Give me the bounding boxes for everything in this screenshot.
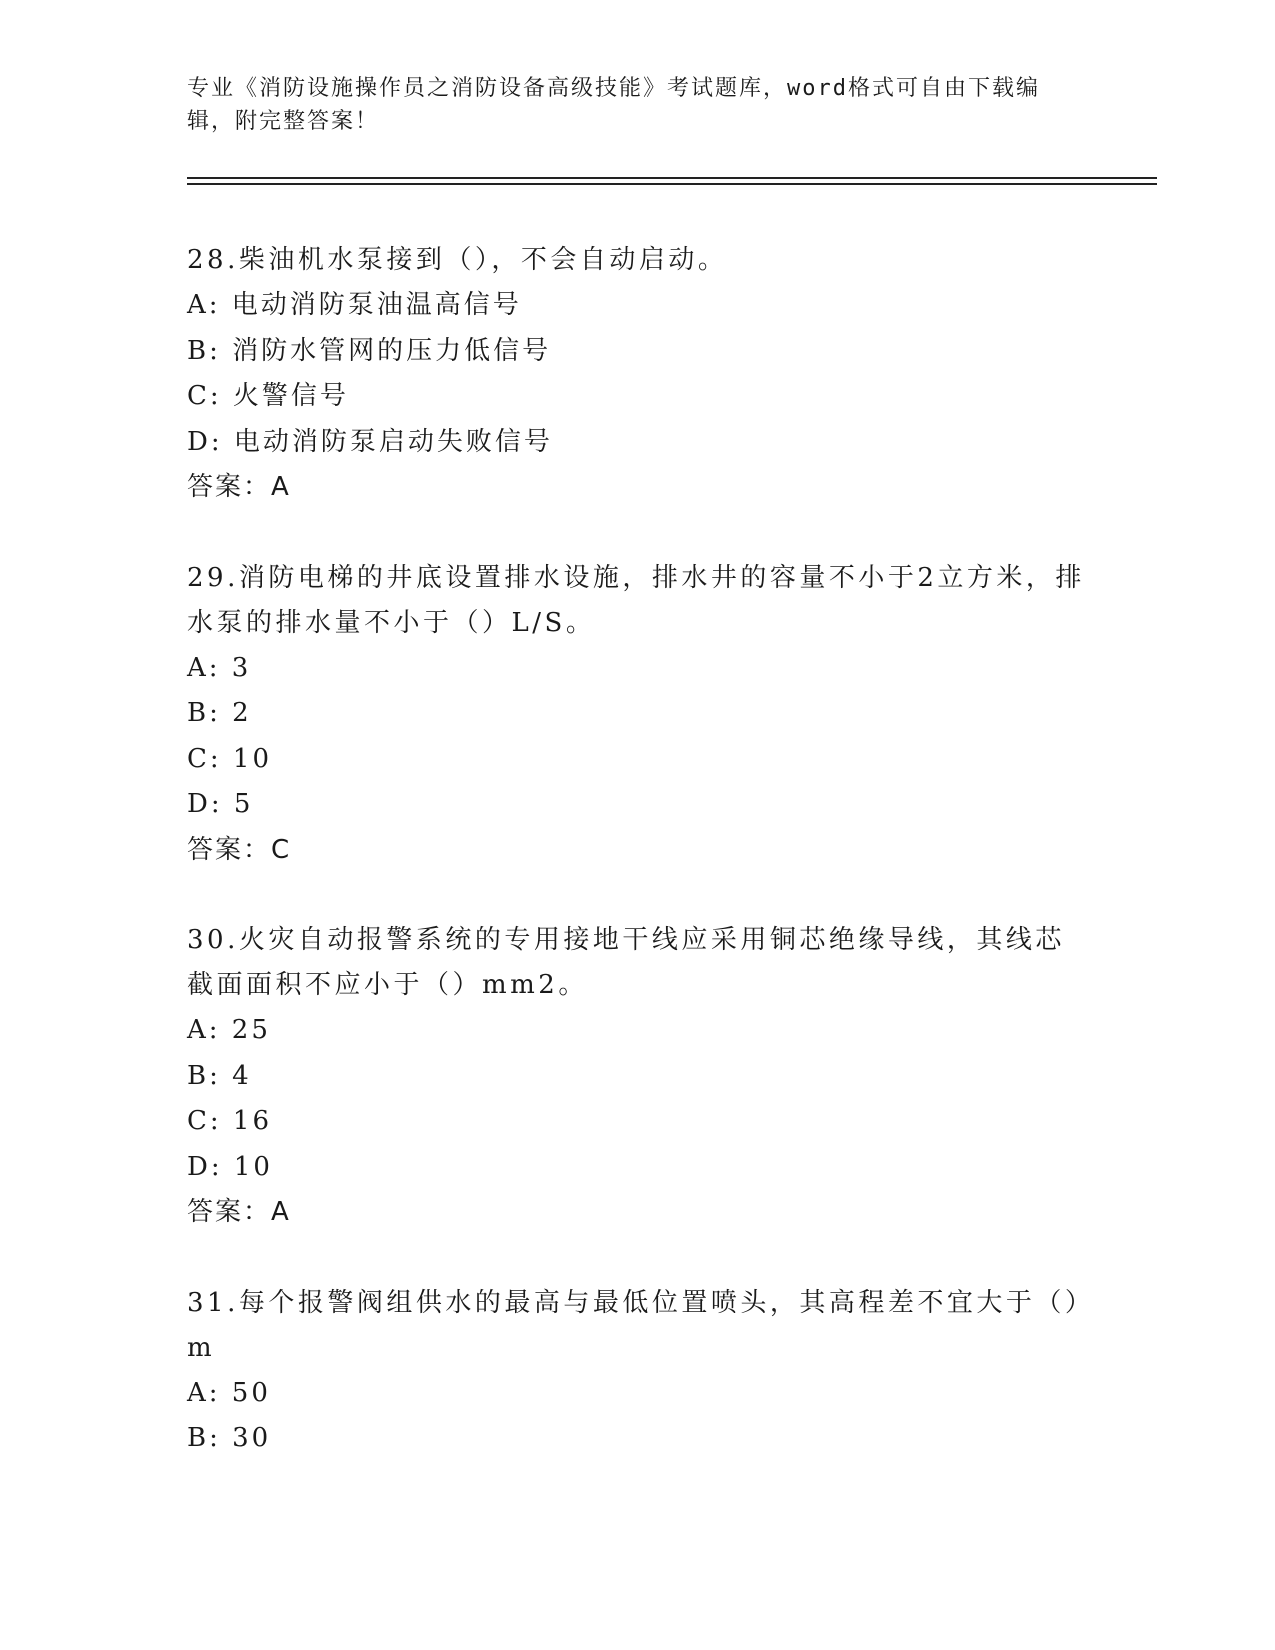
document-header <box>187 72 1077 138</box>
option-b: B: 30 <box>187 1423 272 1453</box>
header-intro-text: 专业《消防设施操作员之消防设备高级技能》考试题库，word格式可自由下载编辑，附完整答案！ <box>187 76 1040 134</box>
option-d: D: 5 <box>187 789 254 819</box>
question-stem: 28.柴油机水泵接到（），不会自动启动。 <box>187 245 728 275</box>
question-30 <box>187 918 1087 1236</box>
option-b: B: 消防水管网的压力低信号 <box>187 335 552 366</box>
option-a: A: 3 <box>187 652 252 683</box>
option-b: B: 2 <box>187 698 252 728</box>
question-29 <box>187 556 1087 874</box>
option-b: B: 4 <box>187 1060 252 1091</box>
answer-line: 答案：C <box>187 834 292 865</box>
option-a: A: 电动消防泵油温高信号 <box>187 290 522 320</box>
question-31 <box>187 1281 1087 1462</box>
question-stem: 30.火灾自动报警系统的专用接地干线应采用铜芯绝缘导线，其线芯截面面积不应小于（）mm2。 <box>187 925 1065 1000</box>
option-a: A: 25 <box>187 1015 271 1045</box>
question-28 <box>187 238 1087 511</box>
question-stem: 31.每个报警阀组供水的最高与最低位置喷头，其高程差不宜大于（）m <box>187 1287 1082 1363</box>
option-c: C: 10 <box>187 743 273 774</box>
answer-line: 答案：A <box>187 1197 291 1227</box>
option-a: A: 50 <box>187 1377 271 1408</box>
option-c: C: 火警信号 <box>187 381 349 411</box>
option-d: D: 10 <box>187 1151 273 1182</box>
option-c: C: 16 <box>187 1106 273 1136</box>
answer-line: 答案：A <box>187 472 291 502</box>
header-divider-top <box>187 177 1157 179</box>
option-d: D: 电动消防泵启动失败信号 <box>187 426 553 457</box>
header-divider-bottom <box>187 183 1157 185</box>
question-stem: 29.消防电梯的井底设置排水设施，排水井的容量不小于2立方米，排水泵的排水量不小于（）L/S。 <box>187 562 1085 638</box>
question-list <box>187 238 1087 1462</box>
